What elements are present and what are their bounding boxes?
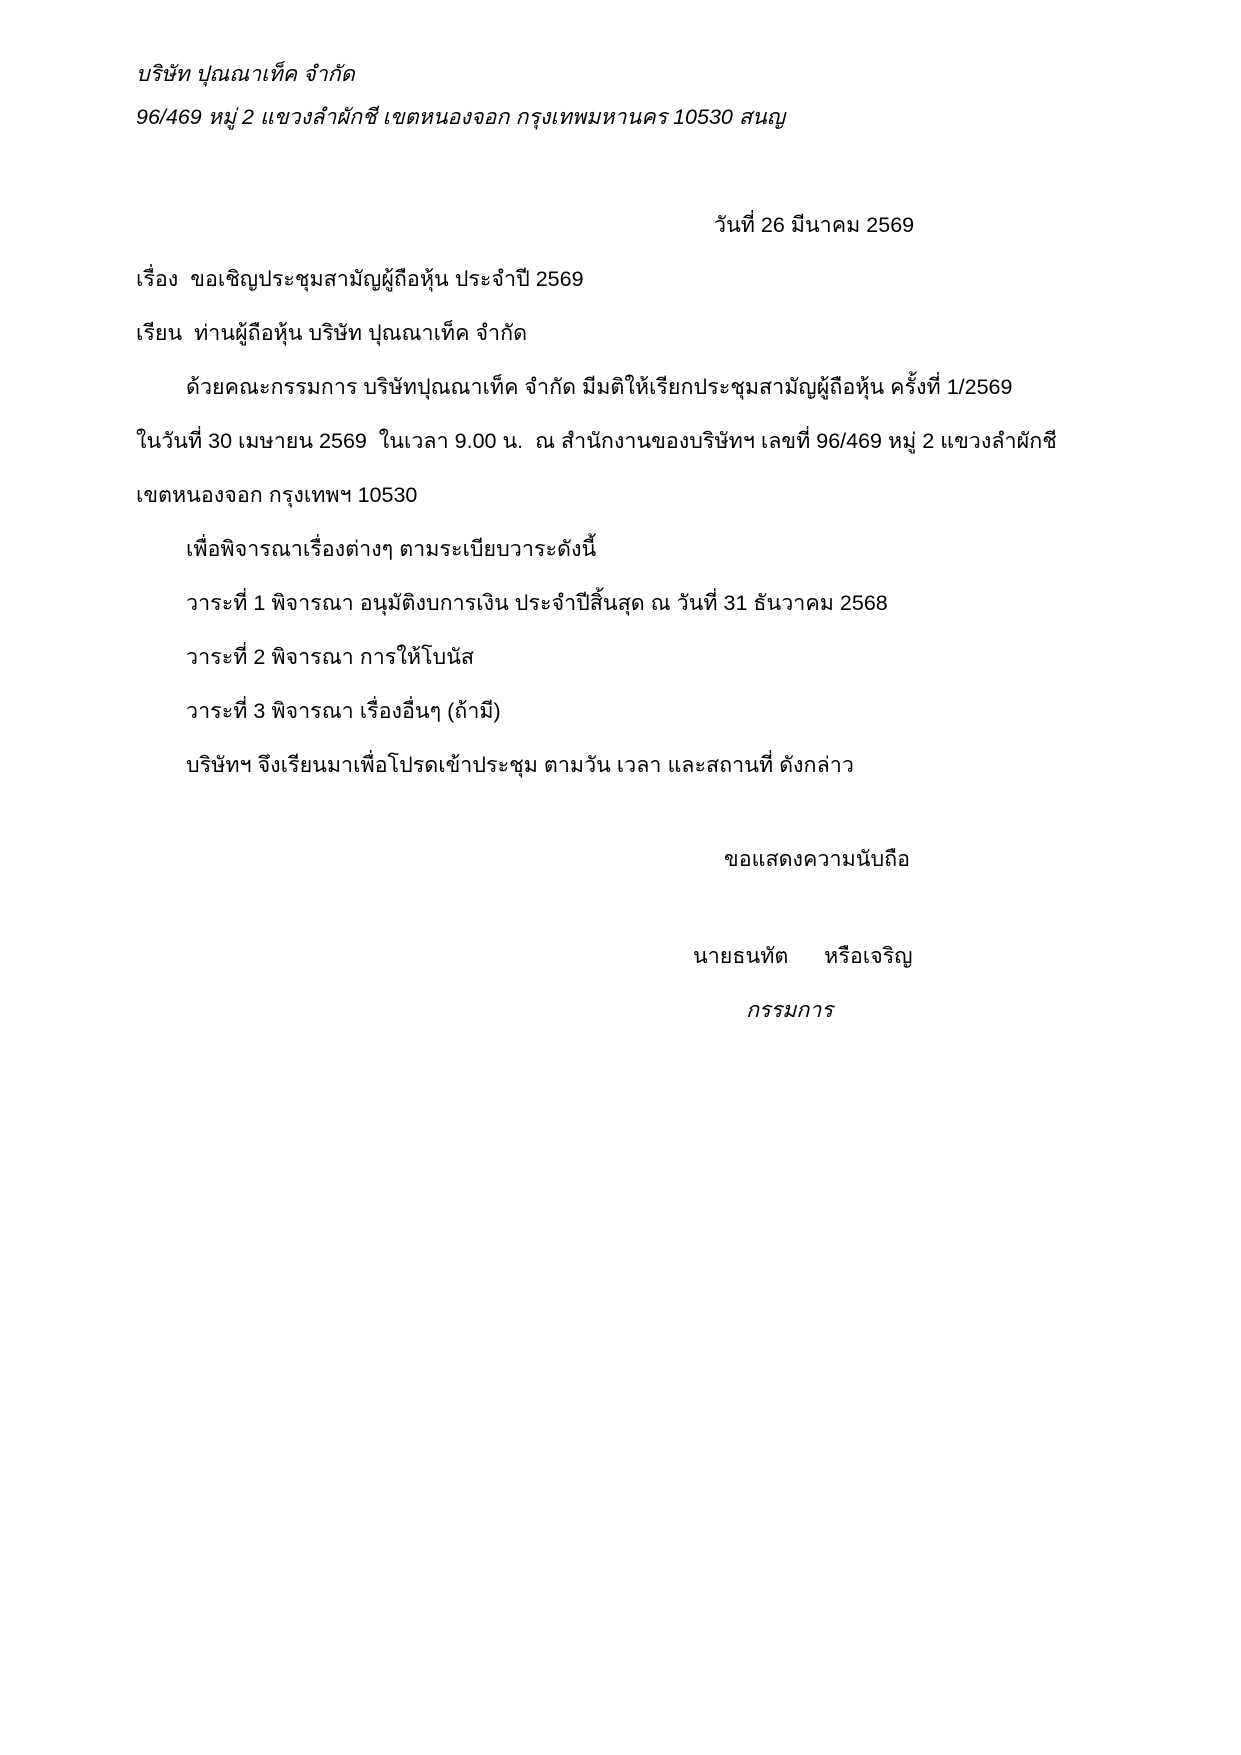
body-paragraph-line-1: ด้วยคณะกรรมการ บริษัทปุณณาเท็ค จำกัด มีมติให้เรียกประชุมสามัญผู้ถือหุ้น ครั้งที่ 1/2569 — [186, 375, 1013, 399]
closing-line: บริษัทฯ จึงเรียนมาเพื่อโปรดเข้าประชุม ตามวัน เวลา และสถานที่ ดังกล่าว — [186, 753, 854, 777]
signer-name-line: นายธนทัต หรือเจริญ — [693, 944, 913, 968]
agenda-item-2: วาระที่ 2 พิจารณา การให้โบนัส — [186, 645, 475, 669]
company-name-line: บริษัท ปุณณาเท็ค จำกัด — [136, 61, 355, 86]
spacer — [136, 138, 1131, 198]
signature-space — [136, 886, 1131, 929]
agenda-item-3: วาระที่ 3 พิจารณา เรื่องอื่นๆ (ถ้ามี) — [186, 699, 501, 723]
spacer — [136, 792, 1131, 832]
agenda-intro-line: เพื่อพิจารณาเรื่องต่างๆ ตามระเบียบวาระดังนี้ — [186, 537, 597, 561]
body-paragraph-line-2: ในวันที่ 30 เมษายน 2569 ในเวลา 9.00 น. ณ สำนักงานของบริษัทฯ เลขที่ 96/469 หมู่ 2 แขวงลำผักชี — [136, 429, 1057, 453]
respect-line: ขอแสดงความนับถือ — [724, 847, 911, 871]
salutation-line: เรียน ท่านผู้ถือหุ้น บริษัท ปุณณาเท็ค จำกัด — [136, 321, 528, 345]
body-paragraph-line-3: เขตหนองจอก กรุงเทพฯ 10530 — [136, 483, 418, 507]
signer-title-line: กรรมการ — [746, 998, 833, 1022]
date-line: วันที่ 26 มีนาคม 2569 — [714, 213, 915, 237]
company-address-line: 96/469 หมู่ 2 แขวงลำผักชี เขตหนองจอก กรุงเทพมหานคร 10530 สนญ — [136, 104, 785, 129]
agenda-item-1: วาระที่ 1 พิจารณา อนุมัติงบการเงิน ประจำปีสิ้นสุด ณ วันที่ 31 ธันวาคม 2568 — [186, 591, 888, 615]
subject-line: เรื่อง ขอเชิญประชุมสามัญผู้ถือหุ้น ประจำปี 2569 — [136, 267, 584, 291]
